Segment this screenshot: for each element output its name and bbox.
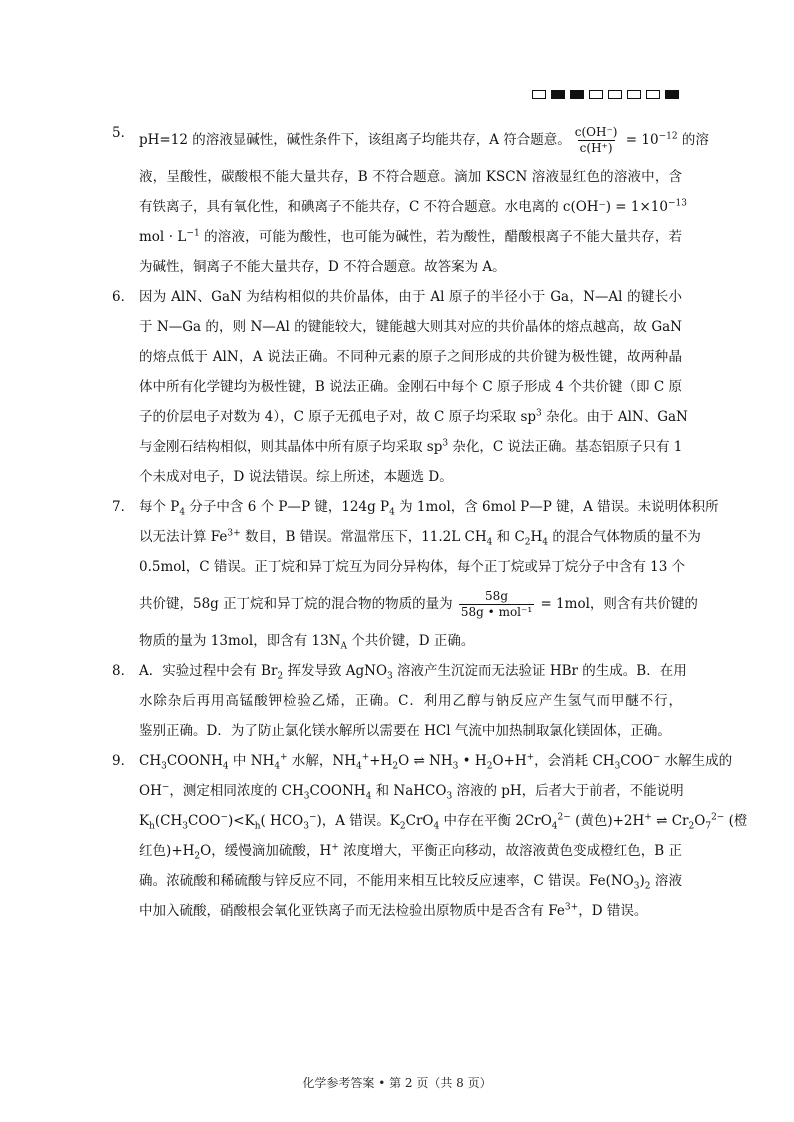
text-run: K bbox=[139, 813, 150, 829]
subscript: h bbox=[254, 821, 261, 832]
text-run: 以无法计算 Fe bbox=[139, 529, 228, 545]
subscript: 3 bbox=[303, 821, 309, 832]
text-run: 溶液 bbox=[650, 873, 682, 889]
answer-line bbox=[139, 716, 682, 746]
text-run: COONH bbox=[309, 783, 366, 799]
text-run: 数目，B 错误。常温常压下，11.2L CH bbox=[240, 529, 487, 545]
superscript: −12 bbox=[658, 131, 678, 142]
answer-line bbox=[139, 312, 682, 342]
answer-number: 7． bbox=[112, 499, 135, 515]
text-run: mol · L bbox=[139, 229, 187, 245]
text-run: 子的价层电子对数为 4），C 原子无孤电子对，故 C 原子均采取 sp bbox=[139, 409, 537, 425]
answer-number: 8． bbox=[112, 663, 135, 679]
answer-line bbox=[139, 896, 682, 926]
text-run: 和 C bbox=[492, 529, 525, 545]
subscript: 4 bbox=[551, 821, 558, 832]
text-run: CrO bbox=[405, 813, 434, 829]
answer-line bbox=[139, 372, 682, 402]
empty-square-icon bbox=[589, 90, 603, 99]
text-run: 浓度增大，平衡正向移动，故溶液黄色变成橙红色，B 正 bbox=[338, 843, 682, 859]
answer-content bbox=[112, 118, 748, 926]
filled-square-icon bbox=[551, 90, 565, 99]
text-run: 中 NH bbox=[228, 753, 275, 769]
answer-item bbox=[112, 282, 688, 492]
subscript: 2 bbox=[644, 881, 651, 892]
text-run: 因为 AlN、GaN 为结构相似的共价晶体，由于 Al 原子的半径小于 Ga，N—Al 的键长小 bbox=[139, 289, 682, 305]
text-run: 水解生成的 bbox=[660, 753, 733, 769]
subscript: A bbox=[340, 641, 347, 652]
subscript: 2 bbox=[194, 851, 201, 862]
answer-line bbox=[139, 342, 682, 372]
text-run: ) bbox=[639, 873, 645, 889]
text-run: CH bbox=[139, 753, 162, 769]
superscript: −13 bbox=[667, 198, 687, 209]
answer-line bbox=[139, 492, 719, 522]
fraction-denominator: c(H⁺) bbox=[579, 141, 613, 155]
answer-line bbox=[139, 776, 682, 806]
text-run: 的混合气体物质的量不为 bbox=[548, 529, 701, 545]
text-run: 溶液的 pH，后者大于前者，不能说明 bbox=[452, 783, 684, 799]
empty-square-icon bbox=[646, 90, 660, 99]
answer-line bbox=[139, 252, 682, 282]
subscript: 3 bbox=[387, 671, 393, 682]
answer-line bbox=[139, 806, 748, 836]
empty-square-icon bbox=[627, 90, 641, 99]
text-run: 液，呈酸性，碳酸根不能大量共存，B 不符合题意。滴加 KSCN 溶液显红色的溶液中，含 bbox=[139, 169, 682, 185]
text-run: 分子中含 6 个 P—P 键，124g P bbox=[185, 499, 390, 515]
answer-line bbox=[139, 402, 688, 432]
text-run: ，会消耗 CH bbox=[534, 753, 615, 769]
text-run: COO bbox=[620, 753, 653, 769]
answer-line bbox=[139, 432, 682, 462]
subscript: 2 bbox=[688, 821, 695, 832]
fraction bbox=[573, 125, 620, 156]
text-run: 0.5mol，C 错误。正丁烷和异丁烷互为同分异构体，每个正丁烷或异丁烷分子中含有 13 个 bbox=[139, 559, 686, 575]
subscript: 3 bbox=[633, 881, 640, 892]
subscript: 4 bbox=[222, 761, 229, 772]
superscript: − bbox=[161, 782, 170, 793]
superscript: − bbox=[308, 812, 317, 823]
subscript: 4 bbox=[433, 821, 440, 832]
subscript: h bbox=[149, 821, 155, 832]
subscript: 2 bbox=[277, 671, 284, 682]
superscript: 2− bbox=[557, 812, 571, 823]
text-run: ，D 错误。 bbox=[578, 903, 648, 919]
subscript: 4 bbox=[179, 507, 186, 518]
superscript: + bbox=[526, 752, 535, 763]
subscript: 2 bbox=[486, 761, 493, 772]
text-run: 挥发导致 AgNO bbox=[283, 663, 388, 679]
text-run: 水解，NH bbox=[287, 753, 356, 769]
superscript: 2− bbox=[711, 812, 725, 823]
text-run: 个未成对电子，D 说法错误。综上所述，本题选 D。 bbox=[139, 469, 453, 485]
filled-square-icon bbox=[570, 90, 584, 99]
answer-number: 6． bbox=[112, 289, 135, 305]
text-run: 与金刚石结构相似，则其晶体中所有原子均采取 sp bbox=[139, 439, 443, 455]
fraction-denominator: 58g • mol⁻¹ bbox=[460, 605, 533, 619]
text-run: 水除杂后再用高锰酸钾检验乙烯，正确。C．利用乙醇与钠反应产生氢气而甲醚不行， bbox=[139, 693, 682, 709]
superscript: − bbox=[652, 752, 661, 763]
superscript: − bbox=[220, 812, 229, 823]
answer-line bbox=[139, 522, 701, 552]
subscript: 2 bbox=[392, 761, 399, 772]
text-run: ( HCO bbox=[260, 813, 304, 829]
superscript: 3+ bbox=[227, 528, 241, 539]
text-run: 每个 P bbox=[139, 499, 180, 515]
text-run: ，测定相同浓度的 CH bbox=[169, 783, 304, 799]
subscript: 2 bbox=[399, 821, 406, 832]
text-run: 体中所有化学键均为极性键，B 说法正确。金刚石中每个 C 原子形成 4 个共价键（即 C 原 bbox=[139, 379, 682, 395]
text-run: OH bbox=[139, 783, 162, 799]
subscript: 4 bbox=[389, 507, 395, 518]
subscript: 4 bbox=[542, 537, 549, 548]
text-run: 和 NaHCO bbox=[371, 783, 447, 799]
fraction-numerator: c(OH⁻) bbox=[574, 125, 618, 139]
text-run: 的溶 bbox=[677, 132, 709, 148]
text-run: 的熔点低于 AlN，A 说法正确。不同种元素的原子之间形成的共价键为极性键，故两种晶 bbox=[139, 349, 682, 365]
answer-line bbox=[139, 746, 733, 776]
answer-line bbox=[139, 462, 682, 492]
text-run: 杂化，C 说法正确。基态铝原子只有 1 bbox=[448, 439, 683, 455]
text-run: O，缓慢滴加硫酸，H bbox=[200, 843, 332, 859]
answer-line bbox=[139, 192, 687, 222]
superscript: + bbox=[331, 842, 339, 853]
empty-square-icon bbox=[532, 90, 546, 99]
text-run: (CH bbox=[154, 813, 183, 829]
answer-line bbox=[139, 222, 682, 252]
subscript: 3 bbox=[303, 791, 310, 802]
text-run: 于 N—Ga 的，则 N—Al 的键能较大，键能越大则其对应的共价晶体的熔点越高，故 GaN bbox=[139, 319, 682, 335]
text-run: (黄色)+2H bbox=[570, 813, 645, 829]
answer-number: 9． bbox=[112, 753, 135, 769]
answer-line bbox=[139, 552, 686, 582]
answer-item bbox=[112, 118, 709, 282]
text-run: 中加入硫酸，硝酸根会氧化亚铁离子而无法检验出原物质中是否含有 Fe bbox=[139, 903, 565, 919]
text-run: COO bbox=[188, 813, 221, 829]
text-run: 个共价键，D 正确。 bbox=[347, 633, 475, 649]
text-run: +H bbox=[369, 753, 393, 769]
text-run: H bbox=[530, 529, 543, 545]
answer-line bbox=[139, 118, 709, 162]
answer-line bbox=[139, 626, 682, 656]
subscript: 3 bbox=[446, 791, 453, 802]
subscript: 3 bbox=[452, 761, 459, 772]
answer-line bbox=[139, 686, 682, 716]
text-run: )，A 错误。K bbox=[316, 813, 400, 829]
subscript: 4 bbox=[355, 761, 362, 772]
text-run: 溶液产生沉淀而无法验证 HBr 的生成。B．在用 bbox=[392, 663, 687, 679]
text-run: O+H bbox=[492, 753, 527, 769]
text-run: O bbox=[694, 813, 706, 829]
superscript: 3+ bbox=[564, 902, 579, 913]
subscript: 3 bbox=[161, 761, 167, 772]
text-run: = 10 bbox=[621, 132, 659, 148]
text-run: 的溶液，可能为酸性，也可能为碱性，若为酸性，醋酸根离子不能大量共存，若 bbox=[199, 229, 682, 245]
answer-line bbox=[139, 582, 698, 626]
subscript: 3 bbox=[614, 761, 621, 772]
empty-square-icon bbox=[608, 90, 622, 99]
text-run: 鉴别正确。D．为了防止氯化镁水解所以需要在 HCl 气流中加热制取氯化镁固体，正确。 bbox=[139, 723, 671, 739]
text-run: COONH bbox=[166, 753, 223, 769]
subscript: 4 bbox=[365, 791, 372, 802]
text-run: (橙 bbox=[724, 813, 748, 829]
text-run: 物质的量为 13mol，即含有 13N bbox=[139, 633, 341, 649]
filled-square-icon bbox=[665, 90, 679, 99]
superscript: + bbox=[644, 812, 652, 823]
subscript: 4 bbox=[486, 537, 493, 548]
text-run: 红色)+H bbox=[139, 843, 195, 859]
text-run: 为碱性，铜离子不能大量共存，D 不符合题意。故答案为 A。 bbox=[139, 259, 506, 275]
text-run: 为 1mol，含 6mol P—P 键，A 错误。未说明体积所 bbox=[394, 499, 719, 515]
subscript: 4 bbox=[274, 761, 281, 772]
answer-line bbox=[139, 162, 682, 192]
fraction bbox=[459, 589, 534, 620]
text-run: 共价键，58g 正丁烷和异丁烷的混合物的物质的量为 bbox=[139, 596, 457, 612]
text-run: A．实验过程中会有 Br bbox=[139, 663, 278, 679]
text-run: 杂化。由于 AlN、GaN bbox=[541, 409, 688, 425]
subscript: 7 bbox=[705, 821, 712, 832]
answer-item bbox=[112, 492, 719, 656]
answer-line bbox=[139, 866, 682, 896]
text-run: pH=12 的溶液显碱性，碱性条件下，该组离子均能共存，A 符合题意。 bbox=[139, 132, 571, 148]
text-run: = 1mol，则含有共价键的 bbox=[536, 596, 698, 612]
superscript: + bbox=[361, 752, 370, 763]
text-run: O ⇌ NH bbox=[398, 753, 453, 769]
text-run: ⇌ Cr bbox=[651, 813, 689, 829]
text-run: )<K bbox=[228, 813, 255, 829]
superscript: + bbox=[280, 752, 288, 763]
text-run: 中存在平衡 2CrO bbox=[439, 813, 552, 829]
answer-line bbox=[139, 836, 682, 866]
text-run: • H bbox=[458, 753, 487, 769]
subscript: 3 bbox=[182, 821, 188, 832]
answer-item bbox=[112, 656, 687, 746]
text-run: 有铁离子，具有氧化性，和碘离子不能共存，C 不符合题意。水电离的 c(OH⁻) = 1×10 bbox=[139, 199, 668, 215]
answer-number: 5． bbox=[112, 125, 135, 141]
subscript: 2 bbox=[524, 537, 531, 548]
superscript: 3 bbox=[442, 438, 449, 449]
fraction-numerator: 58g bbox=[485, 589, 508, 603]
page-footer: 化学参考答案 • 第 2 页（共 8 页） bbox=[302, 1076, 492, 1090]
header-marks bbox=[532, 90, 679, 99]
superscript: −1 bbox=[186, 228, 200, 239]
answer-line bbox=[139, 656, 687, 686]
answer-line bbox=[139, 282, 682, 312]
answer-item bbox=[112, 746, 748, 926]
superscript: 3 bbox=[536, 408, 542, 419]
text-run: 确。浓硫酸和稀硫酸与锌反应不同，不能用来相互比较反应速率，C 错误。Fe(NO bbox=[139, 873, 634, 889]
